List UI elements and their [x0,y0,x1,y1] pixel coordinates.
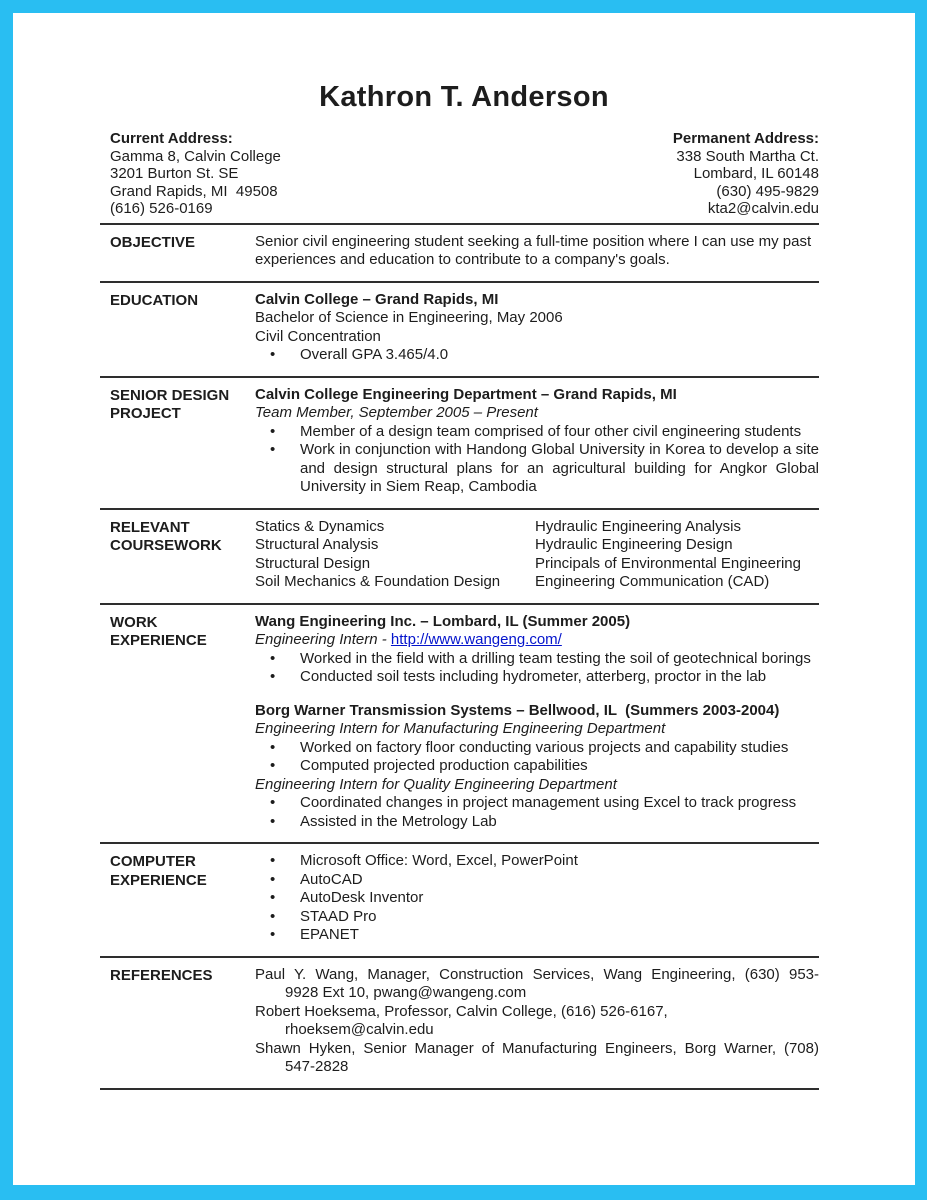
job-bullet [255,813,819,832]
reference-line: 547-2828 [285,1058,349,1075]
job-bullet-text: Conducted soil tests including hydrometer, atterberg, proctor in the lab [300,668,767,685]
reference-entry [255,1040,819,1077]
bullet-icon: • [270,738,276,756]
senior-design-bullet-text: Member of a design team comprised of four other civil engineering students [300,422,802,440]
computer-skill-bullet [255,908,819,927]
section-education [100,283,819,376]
bullet-icon: • [270,812,276,830]
job-company: Wang Engineering Inc. – Lombard, IL (Summer 2005) [255,612,631,630]
bullet-icon: • [270,926,276,943]
permanent-address-phone: (630) 495-9829 [716,182,819,200]
education-degree: Bachelor of Science in Engineering, May 2006 [255,309,563,326]
coursework-right-column [535,518,801,592]
bullet-icon: • [270,889,276,906]
references-heading: REFERENCES [110,966,213,984]
bullet-icon: • [270,757,276,774]
current-address-line: Grand Rapids, MI 49508 [110,182,278,200]
reference-line: Paul Y. Wang, Manager, Construction Services, Wang Engineering, (630) 953- [255,965,819,983]
bullet-icon: • [270,441,276,458]
reference-line: Shawn Hyken, Senior Manager of Manufacturing Engineers, Borg Warner, (708) [255,1039,819,1057]
computer-skill-bullet [255,926,819,945]
education-gpa: Overall GPA 3.465/4.0 [300,346,449,363]
bullet-icon: • [270,852,276,869]
computer-skill-bullet [255,889,819,908]
person-name: Kathron T. Anderson [319,81,609,113]
computer-heading-line2: EXPERIENCE [110,871,207,889]
permanent-address-line: Lombard, IL 60148 [693,165,819,182]
bullet-icon: • [270,422,276,440]
objective-heading: OBJECTIVE [110,233,196,251]
computer-skill: Microsoft Office: Word, Excel, PowerPoint [300,852,578,869]
job-bullet-text: Assisted in the Metrology Lab [300,812,497,830]
education-concentration: Civil Concentration [255,327,381,345]
address-block [110,130,819,218]
computer-heading-line1: COMPUTER [110,853,196,870]
company-website-link[interactable]: http://www.wangeng.com/ [390,631,562,648]
current-address-label: Current Address: [110,130,233,147]
objective-text: Senior civil engineering student seeking a full-time position where I can use my past experiences and education to contribute to a company's goals. [255,232,812,268]
section-senior-design-project [100,378,819,508]
computer-skill: EPANET [300,926,359,943]
resume-body [100,223,819,1090]
job-role: Engineering Intern for Quality Engineering Department [255,775,617,793]
education-heading: EDUCATION [110,291,199,309]
job-company: Borg Warner Transmission Systems – Bellwood, IL (Summers 2003-2004) [255,701,780,719]
job-bullet-text: Worked on factory floor conducting various projects and capability studies [300,738,789,756]
coursework-heading-line1: RELEVANT [110,518,190,536]
job-role: Engineering Intern for Manufacturing Engineering Department [255,720,666,737]
job-bullet [255,668,819,687]
bullet-icon: • [270,794,276,811]
job-bullet [255,757,819,776]
current-address-phone: (616) 526-0169 [110,200,213,217]
course-item: Hydraulic Engineering Analysis [535,517,741,535]
reference-entry [255,1003,819,1040]
bullet-icon: • [270,870,276,888]
course-item: Structural Analysis [255,536,379,553]
job-bullet [255,739,819,758]
senior-design-bullet-text: Work in conjunction with Handong Global University in Korea to develop a site and design structural plans for an agricultural building for Angkor Global University in Siem Reap, Cambodia [300,441,819,495]
senior-design-bullet [255,441,819,497]
work-heading-line1: WORK [110,613,158,631]
job-bullet-text: Computed projected production capabilities [300,757,588,774]
course-item: Structural Design [255,554,371,572]
course-item: Hydraulic Engineering Design [535,536,733,553]
bullet-icon: • [270,907,276,925]
job-bullet-text: Coordinated changes in project management using Excel to track progress [300,794,797,811]
permanent-address-email: kta2@calvin.edu [707,200,819,217]
course-item: Soil Mechanics & Foundation Design [255,573,501,590]
current-address-line: Gamma 8, Calvin College [110,147,281,165]
bullet-icon: • [270,649,276,667]
coursework-heading-line2: COURSEWORK [110,537,222,554]
permanent-address [673,130,819,218]
section-objective [100,225,819,281]
senior-design-heading-line1: SENIOR DESIGN [110,386,230,404]
senior-design-role: Team Member, September 2005 – Present [255,404,538,421]
computer-skill-bullet [255,852,819,871]
job-spacer [255,687,819,702]
bullet-icon: • [270,668,276,685]
computer-skill: AutoDesk Inventor [300,889,424,906]
job-role: Engineering Intern - [255,631,391,648]
current-address [110,130,281,218]
job-role-line [255,631,819,650]
divider [100,1088,819,1090]
permanent-address-label: Permanent Address: [672,130,819,147]
senior-design-org: Calvin College Engineering Department – Grand Rapids, MI [255,385,677,403]
current-address-line: 3201 Burton St. SE [110,165,239,182]
reference-line: Robert Hoeksema, Professor, Calvin College, (616) 526-6167, [255,1002,668,1020]
education-school: Calvin College – Grand Rapids, MI [255,290,499,308]
job-bullet [255,650,819,669]
section-work-experience [100,605,819,843]
section-computer-experience [100,844,819,956]
senior-design-heading-line2: PROJECT [110,405,181,422]
work-heading-line2: EXPERIENCE [110,632,207,649]
reference-line: 9928 Ext 10, pwang@wangeng.com [285,984,527,1001]
job-bullet-text: Worked in the field with a drilling team testing the soil of geotechnical borings [300,649,811,667]
computer-skill: AutoCAD [300,870,363,888]
course-item: Principals of Environmental Engineering [535,554,801,572]
education-bullet [255,346,819,365]
section-references [100,958,819,1088]
section-relevant-coursework [100,510,819,603]
job-bullet [255,794,819,813]
coursework-left-column [255,518,535,592]
reference-entry [255,966,819,1003]
course-item: Statics & Dynamics [255,517,385,535]
course-item: Engineering Communication (CAD) [535,573,770,590]
reference-line: rhoeksem@calvin.edu [285,1021,434,1038]
computer-skill-bullet [255,871,819,890]
computer-skill: STAAD Pro [300,907,377,925]
bullet-icon: • [270,346,276,363]
senior-design-bullet [255,423,819,442]
permanent-address-line: 338 South Martha Ct. [676,147,819,165]
